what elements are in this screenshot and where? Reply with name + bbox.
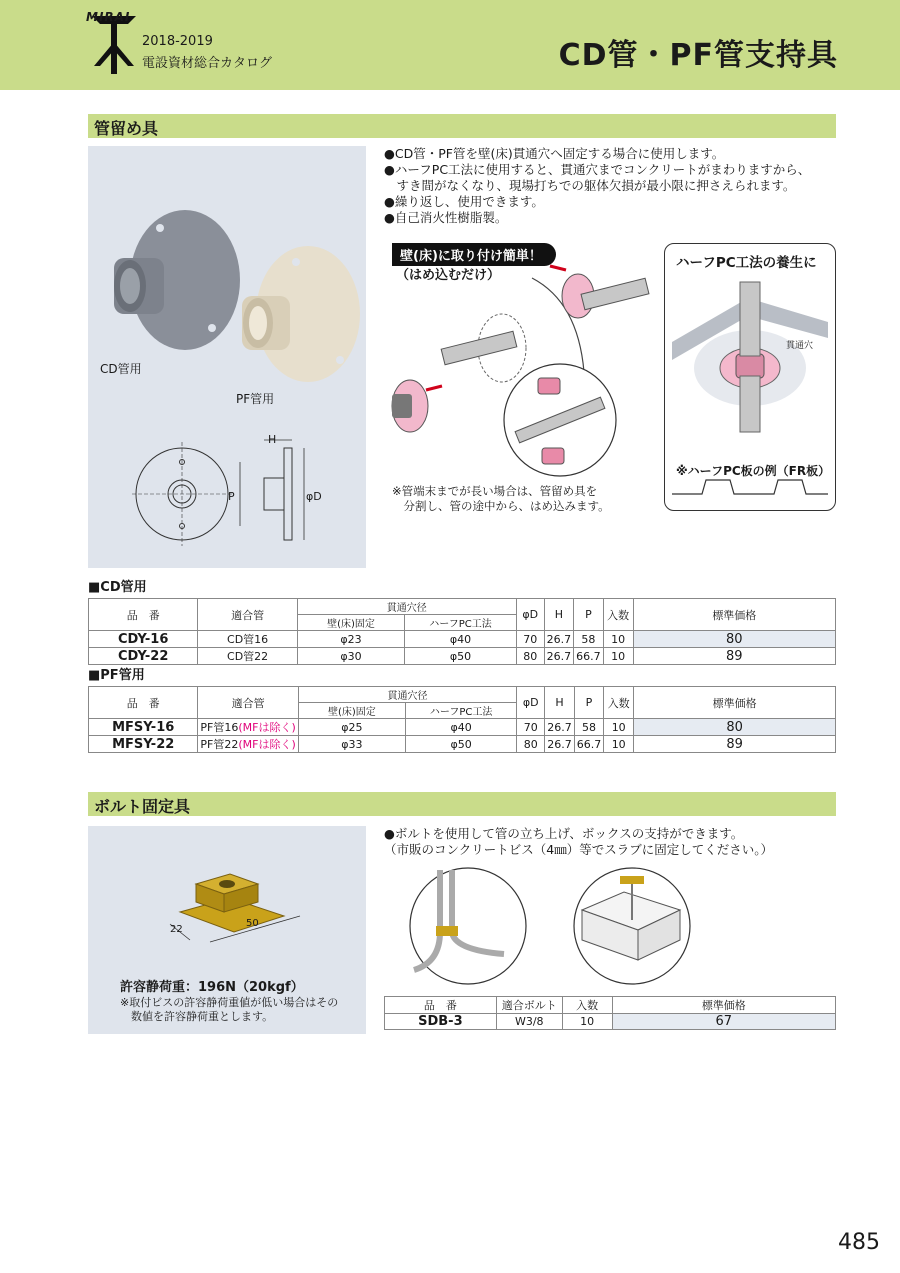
- cell-pipe: [198, 736, 298, 753]
- col-price: 標準価格: [612, 997, 835, 1014]
- table-row: [89, 736, 836, 753]
- cell-p: 66.7: [574, 736, 604, 753]
- note-line: 分割し、管の途中から、はめ込みます。: [392, 499, 610, 513]
- cell-pipe: [198, 719, 298, 736]
- cd-retainer-image: [100, 200, 240, 360]
- cell-price: 67: [612, 1014, 835, 1030]
- pf-table-heading: ■PF管用: [88, 668, 145, 683]
- cell-price: 89: [633, 648, 835, 665]
- table-row: [89, 648, 836, 665]
- col-pipe: 適合管: [198, 599, 297, 631]
- bullet-line: ●自己消火性樹脂製。: [384, 210, 508, 225]
- pipe-note: (MFは除く): [238, 721, 296, 734]
- load-note: [120, 996, 338, 1024]
- cell-d: 80: [516, 648, 544, 665]
- dim-h-label: H: [268, 433, 277, 446]
- bolt-fixture-image: [150, 860, 310, 960]
- halfpc-title: ハーフPC工法の養生に: [676, 255, 817, 271]
- col-model: 品 番: [89, 687, 198, 719]
- dim-w-label: 22: [170, 924, 183, 935]
- pf-caption: PF管用: [236, 392, 275, 406]
- bullet-line: ●繰り返し、使用できます。: [384, 194, 544, 209]
- section-title: ボルト固定具: [94, 797, 191, 816]
- bolt-usage-illustration: [384, 862, 836, 986]
- cell-bolt: W3/8: [496, 1014, 562, 1030]
- bullet-line: ●CD管・PF管を壁(床)貫通穴へ固定する場合に使用します。: [384, 146, 725, 161]
- bullet-line: ●ボルトを使用して管の立ち上げ、ボックスの支持ができます。: [384, 826, 744, 841]
- cell-wall: φ33: [298, 736, 405, 753]
- installation-illustration: [382, 262, 654, 480]
- cell-d: 80: [517, 736, 545, 753]
- note-line: 数値を許容静荷重とします。: [120, 1010, 274, 1023]
- bullet-line: （市販のコンクリートビス（4㎜）等でスラブに固定してください。）: [384, 842, 773, 857]
- table-row: [385, 1014, 836, 1030]
- bullet-line: ●ハーフPC工法に使用すると、貫通穴までコンクリートがまわりますから、: [384, 162, 811, 177]
- cd-caption: CD管用: [100, 362, 142, 376]
- cell-qty: 10: [604, 719, 634, 736]
- col-d: φD: [516, 599, 544, 631]
- cell-half: φ50: [405, 736, 516, 753]
- section1-bullets: [384, 146, 810, 226]
- cell-wall: φ23: [297, 631, 404, 648]
- cell-model: MFSY-22: [89, 736, 198, 753]
- col-half: ハーフPC工法: [405, 703, 516, 719]
- cell-p: 58: [574, 719, 604, 736]
- cell-pipe: CD管22: [198, 648, 297, 665]
- table-row: [89, 631, 836, 648]
- cell-model: MFSY-16: [89, 719, 198, 736]
- col-p: P: [574, 599, 604, 631]
- pf-spec-table: [88, 686, 836, 753]
- cell-half: φ40: [405, 631, 517, 648]
- section-bar-bolt-fixture: [88, 792, 836, 816]
- cell-d: 70: [516, 631, 544, 648]
- halfpc-example: ※ハーフPC板の例（FR板）: [676, 464, 831, 478]
- cell-price: 80: [633, 631, 835, 648]
- cell-p: 66.7: [574, 648, 604, 665]
- col-price: 標準価格: [634, 687, 836, 719]
- cell-model: CDY-16: [89, 631, 198, 648]
- section2-bullets: [384, 826, 773, 858]
- dim-d-label: φD: [306, 490, 322, 503]
- dim-l-label: 50: [246, 918, 259, 929]
- cell-qty: 10: [603, 648, 633, 665]
- col-half: ハーフPC工法: [405, 615, 517, 631]
- cell-half: φ50: [405, 648, 517, 665]
- sdb-spec-table: [384, 996, 836, 1030]
- cell-price: 80: [634, 719, 836, 736]
- cell-wall: φ25: [298, 719, 405, 736]
- col-qty: 入数: [603, 599, 633, 631]
- cell-wall: φ30: [297, 648, 404, 665]
- cell-model: CDY-22: [89, 648, 198, 665]
- cell-h: 26.7: [544, 631, 574, 648]
- dim-p-label: P: [228, 490, 235, 503]
- page-title: CD管・PF管支持具: [558, 38, 838, 73]
- cell-qty: 10: [562, 1014, 612, 1030]
- cell-qty: 10: [604, 736, 634, 753]
- cell-h: 26.7: [545, 736, 575, 753]
- col-h: H: [545, 687, 575, 719]
- col-wall: 壁(床)固定: [297, 615, 404, 631]
- col-wall: 壁(床)固定: [298, 703, 405, 719]
- col-hole: 貫通穴径: [297, 599, 516, 615]
- table-row: [89, 719, 836, 736]
- pipe-name: PF管16: [200, 721, 239, 734]
- col-d: φD: [517, 687, 545, 719]
- bullet-line: すき間がなくなり、現場打ちでの躯体欠損が最小限に押さえられます。: [384, 178, 796, 193]
- cd-table-heading: ■CD管用: [88, 580, 147, 595]
- section-title: 管留め具: [94, 119, 159, 138]
- allowable-load: 許容静荷重：196N（20kgf）: [120, 980, 304, 995]
- col-bolt: 適合ボルト: [496, 997, 562, 1014]
- cell-h: 26.7: [544, 648, 574, 665]
- callout-easy-install: 壁(床)に取り付け簡単！: [392, 243, 556, 266]
- split-note: [392, 484, 610, 514]
- catalog-name: 電設資材総合カタログ: [142, 56, 273, 71]
- col-p: P: [574, 687, 604, 719]
- col-qty: 入数: [604, 687, 634, 719]
- note-line: ※取付ビスの許容静荷重値が低い場合はその: [120, 996, 339, 1009]
- logo-text: MIRAI: [86, 10, 131, 24]
- col-model: 品 番: [385, 997, 497, 1014]
- col-h: H: [544, 599, 574, 631]
- catalog-year: 2018-2019: [142, 34, 213, 49]
- hole-label: 貫通穴: [786, 341, 814, 351]
- cell-d: 70: [517, 719, 545, 736]
- col-pipe: 適合管: [198, 687, 298, 719]
- cell-half: φ40: [405, 719, 516, 736]
- col-price: 標準価格: [633, 599, 835, 631]
- col-model: 品 番: [89, 599, 198, 631]
- col-hole: 貫通穴径: [298, 687, 517, 703]
- cell-price: 89: [634, 736, 836, 753]
- cell-h: 26.7: [545, 719, 575, 736]
- cd-spec-table: [88, 598, 836, 665]
- cell-pipe: CD管16: [198, 631, 297, 648]
- callout-sub: （はめ込むだけ）: [396, 268, 501, 283]
- col-qty: 入数: [562, 997, 612, 1014]
- pipe-note: (MFは除く): [238, 738, 296, 751]
- section-bar-pipe-retainer: [88, 114, 836, 138]
- cell-p: 58: [574, 631, 604, 648]
- note-line: ※管端末までが長い場合は、管留め具を: [392, 484, 598, 498]
- cell-model: SDB-3: [385, 1014, 497, 1030]
- cell-qty: 10: [603, 631, 633, 648]
- pf-retainer-image: [236, 240, 364, 390]
- pipe-name: PF管22: [200, 738, 239, 751]
- page-number: 485: [838, 1230, 880, 1255]
